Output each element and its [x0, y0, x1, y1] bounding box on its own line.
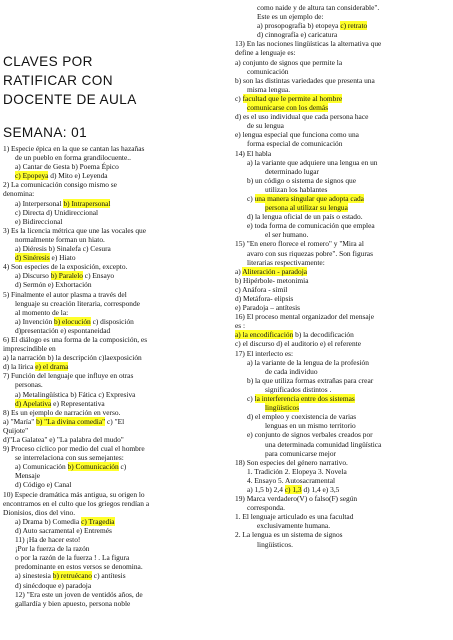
text-segment: d) la lengua oficial de un país o estado. [247, 212, 363, 222]
text-segment: 2. La lengua es un sistema de signos [235, 530, 343, 540]
text-segment: imprescindible en [3, 344, 56, 354]
text-line [3, 490, 223, 499]
highlighted-answer: e) el drama [35, 362, 69, 372]
text-segment: 7) Función del lenguaje que influye en otras [3, 371, 134, 381]
text-line [235, 230, 449, 239]
text-segment: 1. El lenguaje articulado es una facultad [235, 512, 354, 522]
text-segment: c) antítesis [91, 571, 126, 581]
text-line [3, 535, 223, 544]
text-segment: 11) ¡Ha de hacer esto! [15, 535, 81, 545]
text-line [235, 303, 449, 312]
text-line [3, 171, 223, 180]
text-segment: c) Ensayo [82, 271, 115, 281]
text-segment: b) la que utiliza formas extrañas para crear [247, 375, 374, 385]
text-line [3, 226, 223, 235]
text-line [235, 349, 449, 358]
text-line [235, 212, 449, 221]
text-line [235, 112, 449, 121]
text-segment: 16) El proceso mental organizador del mensaje [235, 312, 375, 322]
highlighted-answer: d) Apelativa [15, 398, 52, 408]
text-line [3, 244, 223, 253]
text-segment: e) toda forma de comunicación que emplea [247, 221, 375, 231]
highlighted-answer: c) retrato [340, 21, 368, 31]
text-segment: d) Auto sacramental e) Entremés [15, 525, 112, 535]
text-line [3, 326, 223, 335]
text-line [235, 330, 449, 339]
highlighted-answer: Aliteración - paradoja [242, 266, 308, 276]
highlighted-answer: d) Sinéresis [15, 253, 50, 263]
text-line [235, 21, 449, 30]
text-line [3, 217, 223, 226]
text-line [235, 3, 449, 12]
text-segment: e) Representativa [51, 398, 105, 408]
text-line [3, 499, 223, 508]
text-segment: avaro con sus riquezas pobre". Son figuras [247, 248, 373, 258]
text-segment: a) Metalingüística b) Fática c) Expresiva [15, 389, 136, 399]
text-segment: e) conjunto de signos verbales creados por [247, 430, 373, 440]
text-line [235, 30, 449, 39]
text-line [235, 85, 449, 94]
text-segment: 17) El interlecto es: [235, 348, 294, 358]
text-line [235, 276, 449, 285]
text-segment: personas. [15, 380, 43, 390]
text-line [3, 380, 223, 389]
text-line [3, 417, 223, 426]
text-segment: d) cinnografía e) caricatura [257, 30, 338, 40]
text-segment: a) Cantar de Gesta b) Poema Épico [15, 162, 119, 172]
text-segment: 13) En las nociones lingüísticas la alternativa que [235, 39, 382, 49]
text-line [3, 153, 223, 162]
text-segment: d) la lírica [3, 362, 36, 372]
text-line [235, 503, 449, 512]
text-line [3, 462, 223, 471]
text-line [235, 185, 449, 194]
text-line [3, 408, 223, 417]
text-line [235, 39, 449, 48]
text-segment: 4. Ensayo 5. Autosacramental [247, 475, 336, 485]
text-line [235, 267, 449, 276]
text-segment: a) prosopografía b) etopeya [257, 21, 341, 31]
text-segment: 9) Proceso cíclico por medio del cual el hombre [3, 444, 145, 454]
left-question-list [3, 144, 223, 608]
text-segment: e) Paradoja – antítesis [235, 303, 301, 313]
highlighted-answer: la interferencia entre dos sistemas [254, 394, 355, 404]
text-line [3, 317, 223, 326]
right-question-list [235, 3, 449, 549]
text-segment: c) Directa d) Unidireccional [15, 207, 99, 217]
text-segment: de cada individuo [265, 366, 318, 376]
text-line [235, 476, 449, 485]
text-segment: misma lengua. [247, 84, 291, 94]
week-heading: SEMANA: 01 [3, 125, 88, 140]
text-segment: d) Código e) Canal [15, 480, 72, 490]
text-segment: c) [247, 193, 255, 203]
text-line [235, 358, 449, 367]
text-segment: normalmente forman un hiato. [15, 234, 105, 244]
text-segment: ¡Por la fuerza de la razón [15, 544, 90, 554]
highlighted-answer: persona al utilizar su lengua [265, 203, 348, 213]
text-segment: lenguas en un mismo territorio [265, 421, 356, 431]
text-line [235, 285, 449, 294]
text-segment: al momento de la: [15, 307, 69, 317]
text-segment: b) la decodificación [293, 330, 354, 340]
text-line [235, 494, 449, 503]
text-segment: a) "María" [3, 416, 37, 426]
text-segment: utilizan los hablantes [265, 184, 328, 194]
text-line [235, 521, 449, 530]
text-segment: encontramos en el culto que los griegos rendían a [3, 498, 150, 508]
text-line [235, 312, 449, 321]
text-line [3, 308, 223, 317]
text-line [235, 321, 449, 330]
text-line [235, 76, 449, 85]
text-segment: gallardía y bien apuesto, persona noble [15, 598, 131, 608]
text-line [235, 430, 449, 439]
text-segment: lenguaje su creación literaria, corresponde [15, 298, 140, 308]
text-line [235, 12, 449, 21]
text-segment: b) un código o sistema de signos que [247, 175, 356, 185]
highlighted-answer: c) 1,3 [284, 484, 302, 494]
text-line [235, 130, 449, 139]
text-segment: 1. Tradición 2. Elopeya 3. Novela [247, 466, 347, 476]
text-segment: Dionisios, dios del vino. [3, 507, 76, 517]
text-segment: 5) Finalmente el autor plasma a través del [3, 289, 127, 299]
text-line [3, 526, 223, 535]
text-segment: 15) "En enero florece el romero" y "Mira al [235, 239, 364, 249]
text-segment: comunicación [247, 66, 289, 76]
text-line [3, 508, 223, 517]
text-line [3, 180, 223, 189]
left-column [3, 0, 223, 608]
text-line [3, 480, 223, 489]
text-line [235, 103, 449, 112]
text-line [235, 385, 449, 394]
text-line [235, 367, 449, 376]
text-line [235, 440, 449, 449]
text-line [235, 540, 449, 549]
text-segment: b) Hipérbole- metonimia [235, 275, 309, 285]
highlighted-answer: b) Intrapersonal [63, 198, 111, 208]
highlighted-answer: b) "La divina comedia" [36, 416, 106, 426]
text-segment: define a lenguaje es: [235, 48, 296, 58]
text-segment: 4) Son especies de la exposición, excepto. [3, 262, 128, 272]
text-segment: Este es un ejemplo de: [257, 12, 324, 22]
text-line [3, 162, 223, 171]
text-line [3, 399, 223, 408]
text-line [3, 426, 223, 435]
text-segment: d)presentación e) espontaneidad [15, 325, 111, 335]
text-line [3, 208, 223, 217]
text-segment: a) 1,5 b) 2,4 [247, 484, 285, 494]
text-segment: exclusivamente humana. [257, 521, 331, 531]
text-segment: a) la variante de la lengua de la profesión [247, 357, 369, 367]
text-segment: d) Mito e) Leyenda [48, 171, 108, 181]
text-line [3, 444, 223, 453]
text-segment: 12) "Era este un joven de ventidós años, de [15, 589, 143, 599]
text-segment: c) [235, 93, 243, 103]
text-segment: 3) Es la licencia métrica que une las vocales que [3, 225, 147, 235]
text-segment: a) Invención [15, 316, 54, 326]
highlighted-answer: facultad que le permite al hombre [242, 93, 343, 103]
text-line [235, 421, 449, 430]
text-segment: se interrelaciona con sus semejantes: [15, 453, 124, 463]
text-segment: d) 1,4 e) 3,5 [301, 484, 340, 494]
highlighted-answer: lingüísticos [265, 403, 300, 413]
text-segment: Quijote" [3, 425, 29, 435]
text-line [235, 139, 449, 148]
text-line [3, 471, 223, 480]
text-line [3, 271, 223, 280]
text-line [235, 449, 449, 458]
text-line [235, 58, 449, 67]
text-segment: lingüísticos. [257, 539, 293, 549]
text-line [235, 467, 449, 476]
text-line [235, 512, 449, 521]
text-segment: d) sinécdoque e) paradoja [15, 580, 92, 590]
text-segment: e) Bidireccional [15, 216, 63, 226]
text-line [3, 553, 223, 562]
text-segment: c) [247, 394, 255, 404]
text-segment: 14) El habla [235, 148, 272, 158]
text-segment: predominante en estos versos se denomina. [15, 562, 143, 572]
text-line [235, 194, 449, 203]
text-line [235, 67, 449, 76]
text-line [3, 517, 223, 526]
text-line [235, 412, 449, 421]
text-segment: a) [235, 266, 243, 276]
title-line: DOCENTE DE AULA [3, 92, 137, 107]
text-line [3, 371, 223, 380]
text-segment: una determinada comunidad lingüística [265, 439, 382, 449]
text-line [3, 390, 223, 399]
text-line [235, 294, 449, 303]
text-line [3, 262, 223, 271]
text-segment: para comunicarse mejor [265, 448, 336, 458]
text-segment: 10) Especie dramática más antigua, su origen lo [3, 489, 145, 499]
text-segment: es : [235, 321, 246, 331]
text-line [235, 149, 449, 158]
text-segment: d) Metáfora- elipsis [235, 294, 294, 303]
text-segment: c) Anáfora - símil [235, 284, 288, 294]
text-segment: 1) Especie épica en la que se cantan las hazañas [3, 144, 145, 153]
title-block [3, 0, 223, 142]
text-segment: o por la razón de la fuerza ! . La figura [15, 553, 130, 563]
title-line: CLAVES POR [3, 54, 93, 69]
text-segment: a) sinestesia [15, 571, 53, 581]
text-line [3, 189, 223, 198]
text-segment: 8) Es un ejemplo de narración en verso. [3, 407, 121, 417]
text-line [235, 203, 449, 212]
text-segment: a) Diéresis b) Sinalefa c) Cesura [15, 244, 111, 254]
text-segment: Mensaje [15, 471, 41, 481]
highlighted-answer: b) elocución [54, 316, 91, 326]
text-line [3, 590, 223, 599]
highlighted-answer: b) Paralelo [50, 271, 83, 281]
text-line [235, 485, 449, 494]
text-segment: determinado lugar [265, 166, 319, 176]
text-segment: a) Drama b) Comedia [15, 516, 82, 526]
text-line [3, 280, 223, 289]
text-line [3, 435, 223, 444]
text-segment: d) el empleo y coexistencia de varias [247, 412, 357, 422]
highlighted-answer: b) retruécano [52, 571, 92, 581]
text-line [3, 335, 223, 344]
text-line [235, 376, 449, 385]
text-line [235, 530, 449, 539]
text-line [235, 258, 449, 267]
text-line [235, 403, 449, 412]
text-line [3, 362, 223, 371]
text-line [3, 581, 223, 590]
text-segment: como naide y de altura tan considerable". [257, 3, 380, 12]
text-line [3, 253, 223, 262]
text-line [3, 199, 223, 208]
highlighted-answer: una manera singular que adopta cada [254, 193, 364, 203]
text-segment: 2) La comunicación consigo mismo se [3, 180, 117, 190]
text-segment: a) Interpersonal [15, 198, 64, 208]
text-line [235, 239, 449, 248]
text-line [235, 94, 449, 103]
text-segment: de un pueblo en forma grandilocuente.. [15, 153, 131, 163]
text-line [3, 453, 223, 462]
title-line: RATIFICAR CON [3, 73, 113, 88]
text-line [3, 144, 223, 153]
text-segment: literarias respectivamente: [247, 257, 325, 267]
text-line [235, 158, 449, 167]
text-segment: 6) El diálogo es una forma de la composición, es [3, 334, 148, 344]
text-line [235, 48, 449, 57]
text-segment: e) Hiato [49, 253, 76, 263]
text-segment: a) Discurso [15, 271, 51, 281]
text-line [235, 249, 449, 258]
highlighted-answer: b) Comunicación [67, 462, 119, 472]
text-line [3, 299, 223, 308]
text-segment: c) "El [105, 416, 125, 426]
text-line [3, 353, 223, 362]
text-segment: 18) Son especies del género narrativo. [235, 457, 348, 467]
text-segment: el ser humano. [265, 230, 309, 240]
text-segment: a) conjunto de signos que permite la [235, 57, 343, 67]
text-segment: a) la narración b) la descripción c)laexposición [3, 353, 142, 363]
highlighted-answer: a) la encodificación [235, 330, 294, 340]
text-segment: b) son las distintas variedades que presenta una [235, 75, 375, 85]
text-segment: significados distintos . [265, 384, 332, 394]
text-line [3, 344, 223, 353]
highlighted-answer: c) Tragedia [81, 516, 115, 526]
text-segment: c) [118, 462, 127, 472]
text-segment: d) es el uso individual que cada persona hace [235, 112, 369, 122]
right-column [235, 3, 449, 549]
text-line [235, 221, 449, 230]
text-segment: 19) Marca verdadero(V) o falso(F) según [235, 494, 358, 504]
text-line [3, 544, 223, 553]
text-line [3, 290, 223, 299]
text-line [235, 176, 449, 185]
text-line [235, 121, 449, 130]
text-line [3, 571, 223, 580]
text-line [235, 167, 449, 176]
text-segment: d) Sermón e) Exhortación [15, 280, 92, 290]
text-segment: corresponda. [247, 503, 285, 513]
highlighted-answer: comunicarse con los demás [247, 103, 329, 113]
text-segment: de su lengua [247, 121, 284, 131]
text-line [3, 235, 223, 244]
text-segment: c) el discurso d) el auditorio e) el referente [235, 339, 361, 349]
text-segment: c) disposición [90, 316, 134, 326]
text-line [235, 339, 449, 348]
text-segment: d)"La Galatea" e) "La palabra del mudo" [3, 435, 124, 444]
highlighted-answer: c) Epopeya [15, 171, 49, 181]
text-segment: forma especial de comunicación [247, 139, 343, 149]
text-line [235, 458, 449, 467]
text-line [3, 599, 223, 608]
text-segment: denomina: [3, 189, 35, 199]
text-segment: a) Comunicación [15, 462, 68, 472]
text-line [3, 562, 223, 571]
text-segment: e) lengua especial que funciona como una [235, 130, 359, 140]
text-segment: a) la variante que adquiere una lengua en un [247, 157, 378, 167]
text-line [235, 394, 449, 403]
